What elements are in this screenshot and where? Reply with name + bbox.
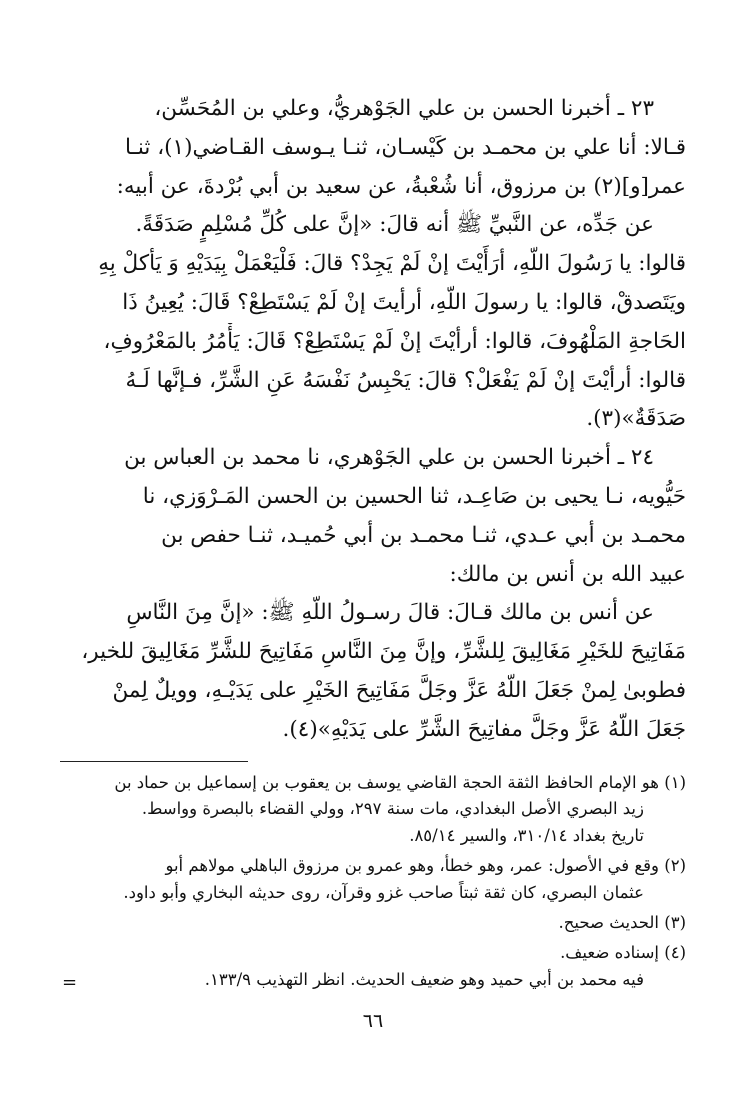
text-line: الحَاجةِ المَلْهُوفَ، قالوا: أرأيْتَ إنْ لَمْ يَسْتَطِعْ؟ قَالَ: يَأْمُرُ بالمَعْرُوفِ، — [103, 328, 686, 354]
text-line: قالوا: أرأيْتَ إنْ لَمْ يَفْعَلْ؟ قالَ: يَحْبِسُ نَفْسَهُ عَنِ الشَّرِّ، فـإنَّها لَـهُ — [125, 367, 686, 393]
footnote-3: (٣) الحديث صحيح. — [558, 912, 686, 932]
main-text — [60, 90, 686, 750]
footnote-line: فيه محمد بن أبي حميد وهو ضعيف الحديث. انظر التهذيب ١٣٣/٩. — [204, 969, 644, 989]
footnotes — [60, 770, 686, 993]
text-line: ويَتَصدقْ، قالوا: يا رسولَ اللّهِ، أرأيتَ إنْ لَمْ يَسْتَطِعْ؟ قَالَ: يُعِينُ ذَا — [122, 289, 686, 315]
continuation-mark: = — [62, 972, 78, 993]
footnote-4: (٤) إسناده ضعيف. — [560, 943, 686, 963]
hadith-text-start: عن أنس بن مالك قـالَ: قالَ رسـولُ اللّهِ ﷺ: «إنَّ مِنَ النَّاسِ — [126, 600, 654, 626]
hadith-24-heading: ٢٤ ـ أخبرنا الحسن بن علي الجَوْهري، نا محمد بن العباس بن — [124, 445, 654, 471]
text-line: عمر[و](٢) بن مرزوق، أنا شُعْبةُ، عن سعيد بن أبي بُرْدةَ، عن أبيه: — [116, 173, 686, 199]
text-line: قالوا: يا رَسُولَ اللّهِ، أرَأَيْتَ إنْ لَمْ يَجِدْ؟ قالَ: فَلْيَعْمَلْ بِيَدَيْهِ وَ يَأكلْ بِهِ — [98, 251, 686, 277]
footnote-line: تاريخ بغداد ٣١٠/١٤، والسير ٨٥/١٤. — [409, 825, 644, 845]
text-line: مَفَاتِيحَ للخَيْرِ مَغَالِيقَ لِلشَّرِّ، وإنَّ مِنَ النَّاسِ مَفَاتِيحَ للشَّرِّ مَغَالِيقَ للخير، — [81, 639, 686, 665]
footnote-line: عثمان البصري، كان ثقة ثبتاً صاحب غزو وقرآن، روى حديثه البخاري وأبو داود. — [123, 882, 644, 902]
text-line: عبيد الله بن أنس بن مالك: — [449, 561, 686, 587]
text-line: فطوبىٰ لِمنْ جَعَلَ اللّهُ عَزَّ وجَلَّ مَفَاتِيحَ الخَيْرِ على يَدَيْـهِ، وويلٌ لِمنْ — [112, 677, 686, 703]
text-line: محمـد بن أبي عـدي، ثنـا محمـد بن أبي حُميـد، ثنـا حفص بن — [161, 522, 686, 548]
footnote-line: زيد البصري الأصل البغدادي، مات سنة ٢٩٧، وولي القضاء بالبصرة وواسط. — [141, 799, 644, 819]
hadith-text-start: عن جَدِّه، عن النَّبيِّ ﷺ أنه قالَ: «إنَّ على كُلِّ مُسْلِمٍ صَدَقَةً. — [135, 212, 654, 238]
text-line: جَعَلَ اللّهُ عَزَّ وجَلَّ مفاتِيحَ الشَّرِّ على يَدَيْهِ»(٤). — [282, 716, 686, 742]
footnote-separator — [60, 761, 248, 762]
footnote-1: (١) هو الإمام الحافظ الثقة الحجة القاضي يوسف بن يعقوب بن إسماعيل بن حماد بن — [114, 773, 686, 792]
text-line: صَدَقَةٌ»(٣). — [586, 406, 686, 432]
hadith-23-heading: ٢٣ ـ أخبرنا الحسن بن علي الجَوْهريُّ، وعلي بن المُحَسِّن، — [154, 96, 654, 121]
page-number: ٦٦ — [362, 1010, 384, 1032]
text-line: قـالا: أنا علي بن محمـد بن كَيْسـان، ثنـا يـوسف القـاضي(١)، ثنـا — [125, 134, 686, 160]
footnote-2: (٢) وقع في الأصول: عمر، وهو خطأ، وهو عمرو بن مرزوق الباهلي مولاهم أبو — [165, 856, 686, 876]
text-line: حَيُّويه، نـا يحيى بن صَاعِـد، ثنا الحسين بن الحسن المَـرْوَزي، نا — [142, 483, 686, 509]
